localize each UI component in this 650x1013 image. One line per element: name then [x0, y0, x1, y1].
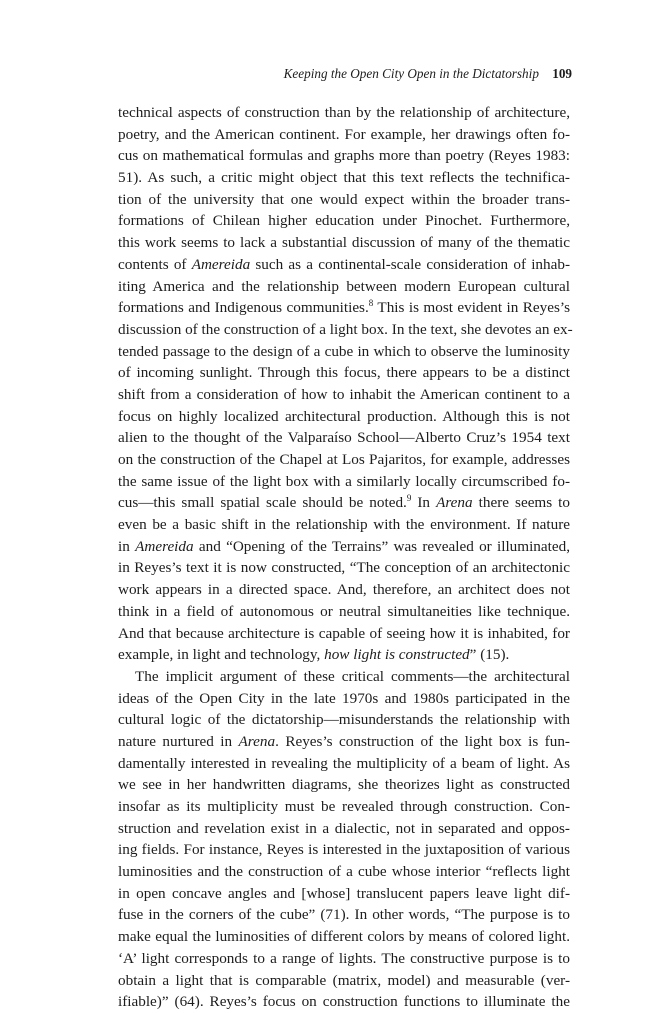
text-line	[118, 276, 570, 298]
text-segment: in	[118, 537, 136, 555]
text-segment: ideas of the Open City in the late 1970s and 1980s participated in the	[118, 689, 570, 707]
text-line	[118, 623, 570, 645]
text-segment: in open concave angles and [whose] translucent papers leave light dif-	[118, 884, 570, 902]
text-line	[118, 926, 570, 948]
text-segment: luminosities and the construction of a cube whose interior “reflects light	[118, 863, 570, 881]
text-segment: nature nurtured in	[118, 732, 239, 750]
text-segment: cus—this small spatial scale should be noted.	[118, 494, 407, 512]
text-segment: such as a continental-scale consideration of inhab-	[250, 255, 571, 273]
italic-text: how light is constructed	[324, 646, 470, 664]
text-segment: And that because architecture is capable of seeing how it is inhabited, for	[118, 624, 570, 642]
text-segment: The implicit argument of these critical comments—the architectural	[135, 667, 570, 685]
text-segment: tended passage to the design of a cube in which to observe the luminosity	[118, 342, 570, 360]
text-line	[118, 319, 573, 341]
footnote-marker: 9	[406, 493, 412, 504]
text-segment: poetry, and the American continent. For example, her drawings often fo-	[118, 125, 570, 143]
text-segment: focus on highly localized architectural production. Although this is not	[118, 407, 570, 425]
text-line	[118, 362, 570, 384]
text-line	[118, 601, 570, 623]
text-segment: obtain a light that is comparable (matrix, model) and measurable (ver-	[118, 971, 570, 989]
text-segment: technical aspects of construction than by the relationship of architecture,	[118, 104, 570, 121]
text-line	[118, 427, 570, 449]
text-segment: cus on mathematical formulas and graphs more than poetry (Reyes 1983:	[118, 147, 570, 165]
text-segment: This is most evident in Reyes’s	[373, 299, 570, 317]
text-segment: formations and Indigenous communities.	[118, 299, 369, 317]
text-segment: . Reyes’s construction of the light box is fun-	[275, 732, 570, 750]
text-segment: shift from a consideration of how to inhabit the American continent to a	[118, 385, 570, 403]
body-text	[118, 102, 573, 1013]
text-segment: formations of Chilean higher education under Pinochet. Furthermore,	[118, 212, 570, 230]
text-segment: ” (15).	[469, 646, 510, 664]
text-line	[118, 557, 570, 579]
text-segment: struction and revelation exist in a dialectic, not in separated and oppos-	[118, 819, 570, 837]
italic-text: Arena	[436, 494, 473, 512]
text-segment: on the construction of the Chapel at Los Pajaritos, for example, addresses	[118, 451, 570, 468]
text-line	[118, 536, 570, 558]
text-segment: make equal the luminosities of different colors by means of colored light.	[118, 928, 570, 946]
text-segment: In	[411, 494, 437, 512]
text-line	[118, 970, 570, 992]
text-line	[118, 774, 570, 796]
page-number: 109	[552, 66, 572, 81]
text-segment: cultural logic of the dictatorship—misunderstands the relationship with	[118, 711, 570, 729]
text-line	[118, 731, 570, 753]
text-line	[118, 796, 570, 818]
text-line	[118, 232, 570, 254]
text-line	[118, 709, 570, 731]
text-segment: there seems to	[472, 494, 570, 512]
text-segment: discussion of the construction of a light box. In the text, she devotes an ex-	[118, 320, 573, 338]
text-line	[118, 124, 570, 146]
text-line	[118, 406, 570, 428]
footnote-marker: 8	[368, 298, 374, 309]
text-line	[118, 666, 570, 688]
text-segment: fuse in the corners of the cube” (71). In other words, “The purpose is to	[118, 906, 570, 924]
text-line	[118, 883, 570, 905]
text-segment: of incoming sunlight. Through this focus, there appears to be a distinct	[118, 364, 570, 382]
text-segment: in Reyes’s text it is now constructed, “The conception of an architectonic	[118, 559, 570, 577]
text-line	[118, 904, 570, 926]
text-segment: this work seems to lack a substantial discussion of many of the thematic	[118, 234, 570, 252]
text-segment: tion of the university that one would expect within the broader trans-	[118, 190, 570, 208]
italic-text: Amereida	[135, 537, 194, 555]
italic-text: Arena	[238, 732, 276, 750]
text-line	[118, 341, 570, 363]
text-line	[118, 991, 570, 1013]
text-line	[118, 297, 570, 319]
text-line	[118, 861, 570, 883]
text-segment: think in a field of autonomous or neutral simultaneities like technique.	[118, 602, 570, 620]
text-line	[118, 579, 570, 601]
text-segment: contents of	[118, 255, 192, 273]
text-line	[118, 948, 570, 970]
text-segment: ing fields. For instance, Reyes is interested in the juxtaposition of various	[118, 841, 570, 859]
text-line	[118, 818, 570, 840]
text-line	[118, 449, 570, 471]
text-segment: we see in her handwritten diagrams, she theorizes light as constructed	[118, 776, 570, 794]
text-line	[118, 254, 570, 276]
italic-text: Amereida	[191, 255, 251, 273]
text-segment: 51). As such, a critic might object that this text reflects the technifica-	[118, 169, 570, 187]
text-segment: insofar as its multiplicity must be revealed through construction. Con-	[118, 798, 570, 815]
text-line	[118, 102, 570, 124]
text-segment: work appears in a directed space. And, therefore, an architect does not	[118, 581, 570, 599]
text-segment: example, in light and technology,	[118, 646, 325, 664]
running-head	[284, 66, 572, 82]
text-line	[118, 688, 570, 710]
running-title: Keeping the Open City Open in the Dictatorship	[283, 66, 539, 81]
text-segment: ifiable)” (64). Reyes’s focus on construction functions to illuminate the	[118, 993, 570, 1011]
paragraph	[118, 102, 573, 666]
text-segment: ‘A’ light corresponds to a range of lights. The constructive purpose is to	[118, 949, 570, 967]
text-line	[118, 753, 570, 775]
text-line	[118, 471, 570, 493]
text-segment: alien to the thought of the Valparaíso School—Alberto Cruz’s 1954 text	[118, 429, 570, 447]
text-segment: iting America and the relationship between modern European cultural	[118, 277, 570, 295]
text-line	[118, 839, 570, 861]
text-line	[118, 384, 570, 406]
text-line	[118, 644, 570, 666]
text-line	[118, 492, 570, 514]
paragraph	[118, 666, 570, 1013]
text-line	[118, 514, 570, 536]
text-line	[118, 167, 570, 189]
text-line	[118, 145, 570, 167]
text-segment: the same issue of the light box with a similarly locally circumscribed fo-	[118, 472, 570, 490]
text-line	[118, 189, 570, 211]
text-line	[118, 210, 570, 232]
text-segment: damentally interested in revealing the multiplicity of a beam of light. As	[118, 754, 570, 772]
text-segment: even be a basic shift in the relationship with the environment. If nature	[118, 516, 570, 534]
text-segment: and “Opening of the Terrains” was revealed or illuminated,	[193, 537, 570, 555]
